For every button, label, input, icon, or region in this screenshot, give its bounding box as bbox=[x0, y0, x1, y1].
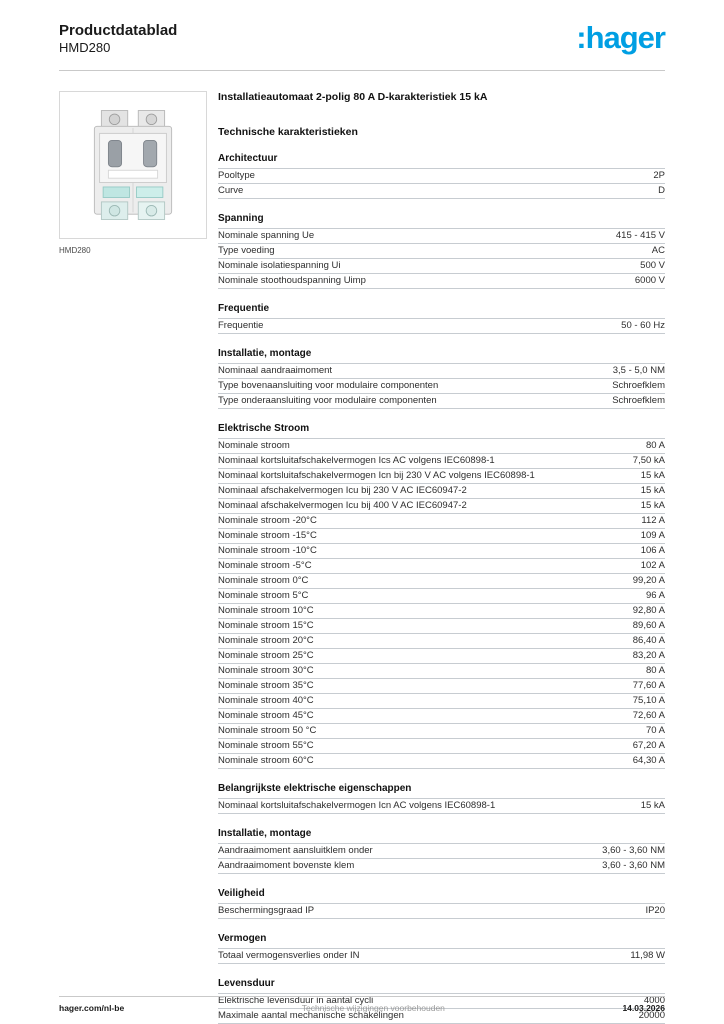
spec-section bbox=[218, 211, 665, 289]
spec-section bbox=[218, 301, 665, 334]
spec-row bbox=[218, 709, 665, 724]
product-image-column bbox=[59, 91, 207, 255]
spec-value: 15 kA bbox=[640, 469, 665, 481]
spec-value: 50 - 60 Hz bbox=[621, 319, 665, 331]
spec-row bbox=[218, 394, 665, 409]
spec-value: 72,60 A bbox=[632, 709, 665, 721]
product-image-caption: HMD280 bbox=[59, 245, 91, 255]
spec-value: 64,30 A bbox=[632, 754, 665, 766]
spec-row bbox=[218, 379, 665, 394]
spec-section-title: Installatie, montage bbox=[218, 346, 665, 364]
spec-value: 83,20 A bbox=[632, 649, 665, 661]
spec-label: Nominaal afschakelvermogen Icu bij 400 V AC IEC60947-2 bbox=[218, 499, 467, 511]
hager-logo: :hager bbox=[576, 20, 665, 55]
spec-row bbox=[218, 184, 665, 199]
header-titles bbox=[59, 22, 177, 56]
spec-label: Nominaal afschakelvermogen Icu bij 230 V AC IEC60947-2 bbox=[218, 484, 467, 496]
spec-row bbox=[218, 244, 665, 259]
spec-section bbox=[218, 781, 665, 814]
spec-section bbox=[218, 151, 665, 199]
spec-row bbox=[218, 229, 665, 244]
spec-row bbox=[218, 949, 665, 964]
spec-label: Aandraaimoment bovenste klem bbox=[218, 859, 355, 871]
spec-row bbox=[218, 259, 665, 274]
spec-row bbox=[218, 634, 665, 649]
spec-value: 15 kA bbox=[640, 484, 665, 496]
product-image-frame bbox=[59, 91, 207, 239]
document-header bbox=[59, 22, 665, 56]
spec-label: Nominale stoothoudspanning Uimp bbox=[218, 274, 366, 286]
spec-row bbox=[218, 469, 665, 484]
spec-label: Frequentie bbox=[218, 319, 264, 331]
document-subtitle: HMD280 bbox=[59, 40, 111, 56]
spec-value: 6000 V bbox=[634, 274, 665, 286]
spec-row bbox=[218, 319, 665, 334]
spec-label: Elektrische levensduur in aantal cycli bbox=[218, 994, 374, 1006]
spec-label: Maximale aantal mechanische schakelingen bbox=[218, 1009, 404, 1021]
spec-label: Nominale spanning Ue bbox=[218, 229, 315, 241]
spec-section-title: Belangrijkste elektrische eigenschappen bbox=[218, 781, 665, 799]
spec-value: 112 A bbox=[641, 514, 665, 526]
spec-value: AC bbox=[651, 244, 665, 256]
spec-value: 15 kA bbox=[640, 499, 665, 511]
spec-row bbox=[218, 844, 665, 859]
spec-label: Nominale stroom 10°C bbox=[218, 604, 314, 616]
spec-row bbox=[218, 529, 665, 544]
spec-label: Type onderaansluiting voor modulaire componenten bbox=[218, 394, 437, 406]
footer-date: 14.03.2026 bbox=[622, 1003, 665, 1013]
spec-value: 80 A bbox=[645, 439, 665, 451]
spec-label: Nominaal kortsluitafschakelvermogen Ics AC volgens IEC60898-1 bbox=[218, 454, 495, 466]
product-title: Installatieautomaat 2-polig 80 A D-karakteristiek 15 kA bbox=[218, 90, 488, 103]
spec-value: 86,40 A bbox=[632, 634, 665, 646]
spec-value: 99,20 A bbox=[632, 574, 665, 586]
spec-label: Nominale stroom 5°C bbox=[218, 589, 309, 601]
spec-value: Schroefklem bbox=[612, 394, 665, 406]
document-title: Productdatablad bbox=[59, 22, 178, 39]
spec-section bbox=[218, 346, 665, 409]
spec-row bbox=[218, 859, 665, 874]
spec-row bbox=[218, 514, 665, 529]
spec-label: Nominale stroom -20°C bbox=[218, 514, 317, 526]
spec-label: Nominale stroom -5°C bbox=[218, 559, 312, 571]
spec-label: Nominale isolatiespanning Ui bbox=[218, 259, 341, 271]
spec-row bbox=[218, 694, 665, 709]
spec-section-title: Installatie, montage bbox=[218, 826, 665, 844]
spec-label: Nominale stroom 25°C bbox=[218, 649, 314, 661]
spec-label: Nominale stroom 15°C bbox=[218, 619, 314, 631]
spec-row bbox=[218, 904, 665, 919]
spec-section-title: Architectuur bbox=[218, 151, 665, 169]
header-divider bbox=[59, 70, 665, 71]
spec-sections bbox=[218, 151, 665, 1024]
spec-label: Nominale stroom 50 °C bbox=[218, 724, 317, 736]
spec-section bbox=[218, 886, 665, 919]
spec-section-title: Spanning bbox=[218, 211, 665, 229]
spec-value: 415 - 415 V bbox=[615, 229, 665, 241]
spec-row bbox=[218, 679, 665, 694]
spec-label: Type bovenaansluiting voor modulaire componenten bbox=[218, 379, 439, 391]
spec-label: Aandraaimoment aansluitklem onder bbox=[218, 844, 373, 856]
spec-row bbox=[218, 544, 665, 559]
spec-label: Nominale stroom 0°C bbox=[218, 574, 309, 586]
spec-label: Nominale stroom 35°C bbox=[218, 679, 314, 691]
spec-row bbox=[218, 484, 665, 499]
spec-value: 70 A bbox=[645, 724, 665, 736]
spec-label: Curve bbox=[218, 184, 244, 196]
spec-row bbox=[218, 664, 665, 679]
footer-url: hager.com/nl-be bbox=[59, 1003, 125, 1013]
document-footer bbox=[59, 996, 665, 1013]
spec-section bbox=[218, 931, 665, 964]
content-area bbox=[59, 91, 665, 1024]
spec-row bbox=[218, 724, 665, 739]
spec-value: 75,10 A bbox=[632, 694, 665, 706]
spec-label: Beschermingsgraad IP bbox=[218, 904, 315, 916]
spec-section-title: Veiligheid bbox=[218, 886, 665, 904]
spec-row bbox=[218, 169, 665, 184]
spec-row bbox=[218, 274, 665, 289]
spec-value: 77,60 A bbox=[632, 679, 665, 691]
spec-row bbox=[218, 559, 665, 574]
spec-label: Nominaal kortsluitafschakelvermogen Icn AC volgens IEC60898-1 bbox=[218, 799, 496, 811]
spec-value: 15 kA bbox=[640, 799, 665, 811]
spec-label: Pooltype bbox=[218, 169, 255, 181]
spec-row bbox=[218, 499, 665, 514]
spec-section bbox=[218, 826, 665, 874]
spec-label: Totaal vermogensverlies onder IN bbox=[218, 949, 360, 961]
spec-value: 109 A bbox=[640, 529, 665, 541]
spec-label: Nominale stroom bbox=[218, 439, 290, 451]
spec-row bbox=[218, 574, 665, 589]
spec-row bbox=[218, 589, 665, 604]
spec-value: 80 A bbox=[645, 664, 665, 676]
spec-section-title: Frequentie bbox=[218, 301, 665, 319]
spec-row bbox=[218, 739, 665, 754]
spec-label: Nominaal kortsluitafschakelvermogen Icn bij 230 V AC volgens IEC60898-1 bbox=[218, 469, 535, 481]
spec-label: Nominale stroom 55°C bbox=[218, 739, 314, 751]
spec-value: 102 A bbox=[640, 559, 665, 571]
spec-label: Nominale stroom 20°C bbox=[218, 634, 314, 646]
spec-value: 3,60 - 3,60 NM bbox=[602, 859, 665, 871]
spec-label: Nominaal aandraaimoment bbox=[218, 364, 333, 376]
spec-row bbox=[218, 649, 665, 664]
spec-value: 20000 bbox=[638, 1009, 665, 1021]
spec-value: Schroefklem bbox=[612, 379, 665, 391]
specifications-column bbox=[218, 91, 665, 1024]
spec-section-title: Levensduur bbox=[218, 976, 665, 994]
spec-value: 500 V bbox=[640, 259, 665, 271]
spec-value: 3,5 - 5,0 NM bbox=[612, 364, 665, 376]
spec-value: 92,80 A bbox=[632, 604, 665, 616]
spec-row bbox=[218, 364, 665, 379]
spec-label: Nominale stroom 60°C bbox=[218, 754, 314, 766]
spec-label: Nominale stroom 30°C bbox=[218, 664, 314, 676]
spec-section bbox=[218, 421, 665, 769]
spec-label: Nominale stroom 40°C bbox=[218, 694, 314, 706]
footer-notice: Technische wijzigingen voorbehouden bbox=[301, 1003, 445, 1013]
spec-section-title: Elektrische Stroom bbox=[218, 421, 665, 439]
spec-value: IP20 bbox=[645, 904, 665, 916]
spec-value: 7,50 kA bbox=[632, 454, 665, 466]
spec-value: 2P bbox=[653, 169, 665, 181]
spec-section-title: Vermogen bbox=[218, 931, 665, 949]
spec-value: 96 A bbox=[645, 589, 665, 601]
spec-value: 4000 bbox=[643, 994, 665, 1006]
spec-row bbox=[218, 439, 665, 454]
spec-label: Nominale stroom -10°C bbox=[218, 544, 317, 556]
spec-value: 67,20 A bbox=[632, 739, 665, 751]
spec-row bbox=[218, 799, 665, 814]
spec-label: Type voeding bbox=[218, 244, 275, 256]
spec-value: 89,60 A bbox=[632, 619, 665, 631]
spec-row bbox=[218, 454, 665, 469]
spec-row bbox=[218, 619, 665, 634]
circuit-breaker-product-image bbox=[68, 100, 198, 230]
spec-label: Nominale stroom -15°C bbox=[218, 529, 317, 541]
spec-value: 11,98 W bbox=[630, 949, 665, 961]
spec-row bbox=[218, 604, 665, 619]
spec-row bbox=[218, 754, 665, 769]
spec-label: Nominale stroom 45°C bbox=[218, 709, 314, 721]
spec-value: D bbox=[658, 184, 665, 196]
tech-characteristics-heading: Technische karakteristieken bbox=[218, 126, 358, 139]
spec-value: 3,60 - 3,60 NM bbox=[602, 844, 665, 856]
spec-value: 106 A bbox=[640, 544, 665, 556]
